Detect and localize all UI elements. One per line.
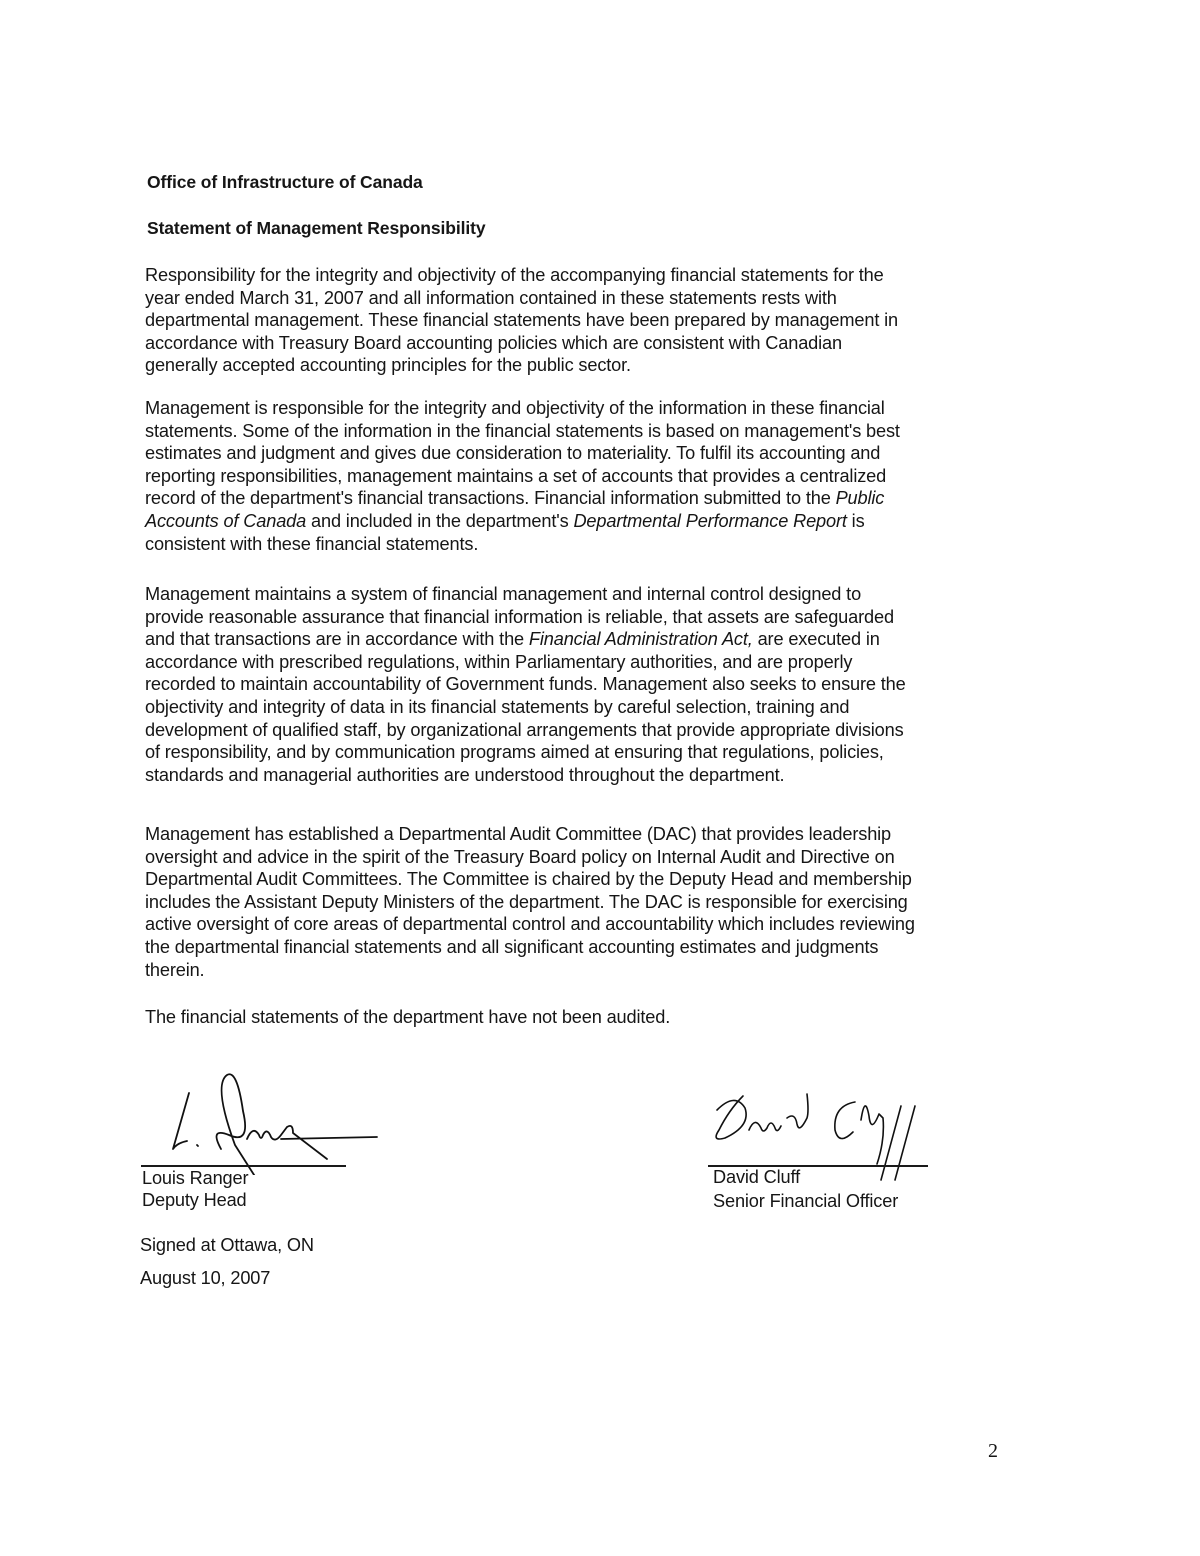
text-line: estimates and judgment and gives due consideration to materiality. To fulfil its accounting and: [145, 443, 881, 464]
signing-location: Signed at Ottawa, ON: [140, 1235, 314, 1255]
handwritten-signature-icon: [151, 1065, 391, 1175]
text-line: accordance with Treasury Board accounting policies which are consistent with Canadian: [145, 332, 842, 353]
text-line: the departmental financial statements and all significant accounting estimates and judgments: [145, 936, 879, 957]
text-line: consistent with these financial statements.: [145, 533, 479, 554]
text-line: reporting responsibilities, management maintains a set of accounts that provides a centralized: [145, 465, 887, 486]
text-line: Management has established a Departmental Audit Committee (DAC) that provides leadership: [145, 824, 892, 844]
statement-title: Statement of Management Responsibility: [147, 218, 486, 238]
text-line: [145, 510, 1015, 533]
organization-heading: Office of Infrastructure of Canada: [147, 172, 423, 192]
italic-public: Public: [835, 488, 885, 509]
italic-financial-administration-act: Financial Administration Act,: [528, 629, 753, 650]
signatory-name: Louis Ranger: [142, 1168, 249, 1188]
text-segment: record of the department's financial transactions. Financial information submitted to the: [145, 488, 836, 509]
text-line: development of qualified staff, by organizational arrangements that provide appropriate divisions: [145, 719, 904, 740]
page-number: 2: [988, 1440, 998, 1462]
text-line: [145, 628, 1015, 651]
text-line: recorded to maintain accountability of Government funds. Management also seeks to ensure the: [145, 674, 906, 695]
text-line: standards and managerial authorities are understood throughout the department.: [145, 764, 785, 785]
text-segment: is: [846, 510, 865, 531]
text-line: Departmental Audit Committees. The Committee is chaired by the Deputy Head and membership: [145, 869, 912, 890]
signatory-role: Senior Financial Officer: [713, 1191, 899, 1211]
italic-accounts-of-canada: Accounts of Canada: [145, 510, 307, 531]
text-line: accordance with prescribed regulations, within Parliamentary authorities, and are properly: [145, 651, 853, 672]
text-line: statements. Some of the information in the financial statements is based on management's best: [145, 420, 900, 441]
signatory-name: David Cluff: [713, 1167, 800, 1187]
text-line: Management is responsible for the integrity and objectivity of the information in these financial: [145, 398, 885, 418]
text-line: departmental management. These financial statements have been prepared by management in: [145, 310, 898, 331]
text-line: year ended March 31, 2007 and all information contained in these statements rests with: [145, 287, 837, 308]
paragraph-not-audited: [145, 1006, 1015, 1029]
paragraph-internal-control: [145, 583, 1015, 786]
text-line: [145, 487, 1015, 510]
text-segment: and included in the department's: [306, 510, 574, 531]
text-line: Management maintains a system of financial management and internal control designed to: [145, 584, 862, 604]
text-line: includes the Assistant Deputy Ministers of the department. The DAC is responsible for exercising: [145, 891, 908, 912]
text-line: Responsibility for the integrity and objectivity of the accompanying financial statements for the: [145, 265, 884, 285]
text-line: active oversight of core areas of departmental control and accountability which includes reviewing: [145, 914, 915, 935]
text-line: objectivity and integrity of data in its financial statements by careful selection, training and: [145, 696, 850, 717]
text-line: oversight and advice in the spirit of the Treasury Board policy on Internal Audit and Directive on: [145, 846, 895, 867]
text-segment: are executed in: [752, 629, 880, 650]
signing-date: August 10, 2007: [140, 1268, 271, 1288]
text-line: therein.: [145, 959, 205, 980]
signature-line: [141, 1165, 346, 1167]
paragraph-management-integrity: [145, 397, 1015, 555]
signatory-role: Deputy Head: [142, 1190, 247, 1210]
text-line: of responsibility, and by communication programs aimed at ensuring that regulations, policies,: [145, 742, 884, 763]
text-line: generally accepted accounting principles for the public sector.: [145, 355, 631, 376]
text-line: provide reasonable assurance that financial information is reliable, that assets are safeguarded: [145, 606, 894, 627]
paragraph-audit-committee: [145, 823, 1015, 981]
paragraph-responsibility: [145, 264, 1015, 377]
text-line: The financial statements of the department have not been audited.: [145, 1007, 671, 1027]
text-segment: and that transactions are in accordance with the: [145, 629, 529, 650]
italic-departmental-performance-report: Departmental Performance Report: [573, 510, 847, 531]
